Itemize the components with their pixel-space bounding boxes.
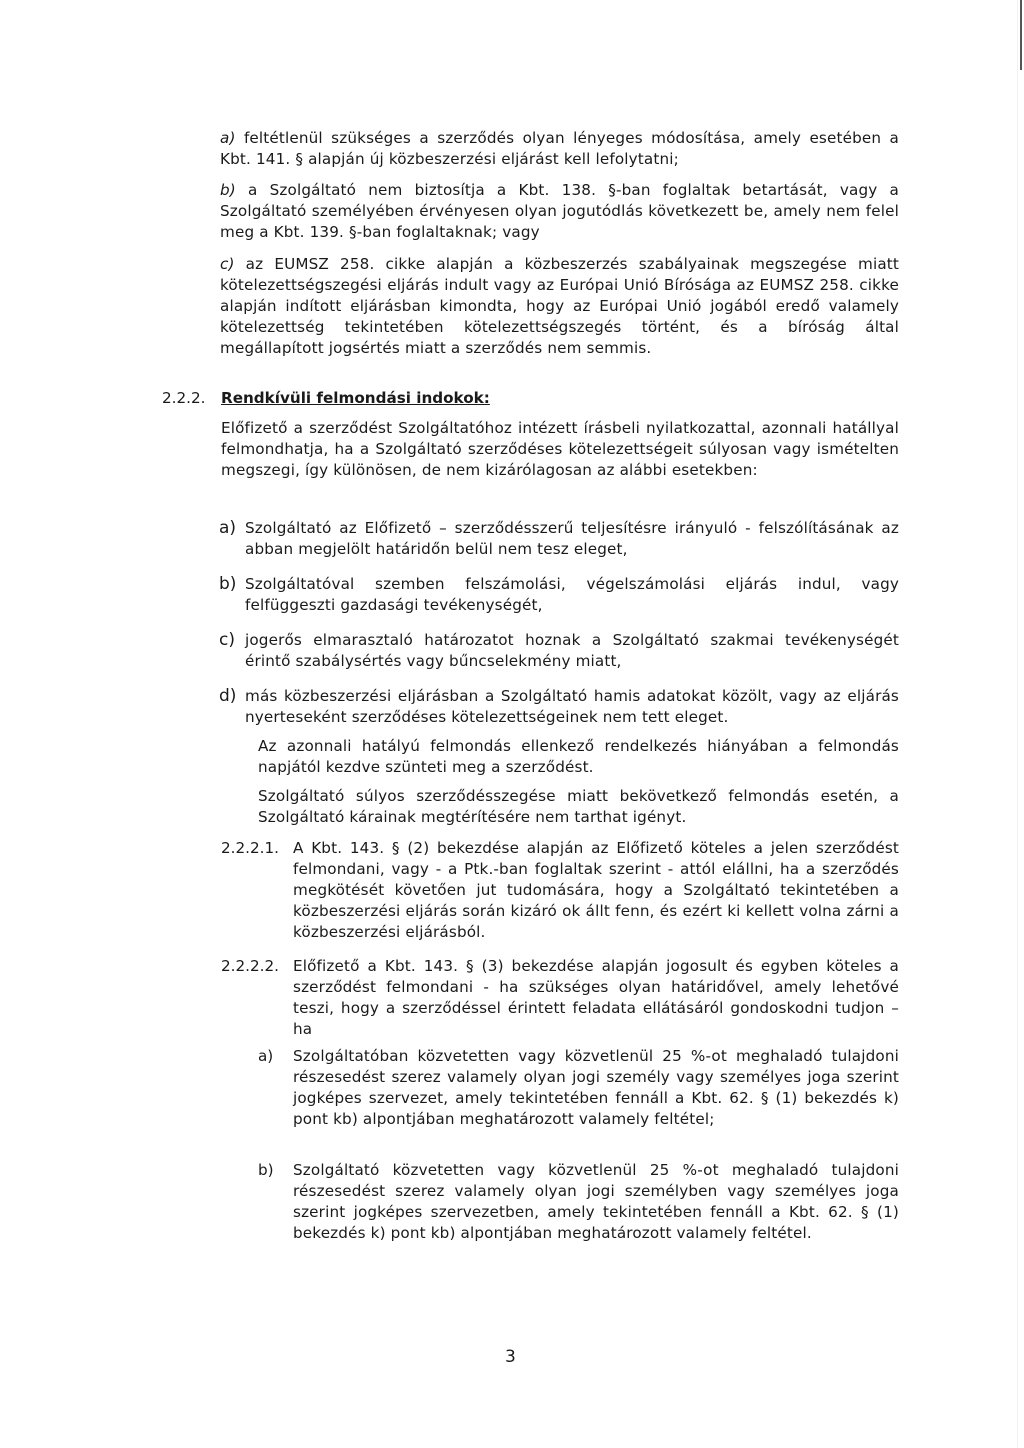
section-title: Rendkívüli felmondási indokok: — [221, 389, 490, 407]
subsection-2-item-a-text: Szolgáltatóban közvetetten vagy közvetlenül 25 %-ot meghaladó tulajdoni részesedést szerez valamely olyan jogi személy vagy személyes joga szerint jogképes szervezet, amely tekintetében fennáll a Kbt. 62. § (1) bekezdés k) pont kb) alpontjában meghatározott valamely feltétel; — [293, 1047, 899, 1128]
case-c-text: jogerős elmarasztaló határozatot hoznak a Szolgáltató szakmai tevékenységét érintő szabálysértés vagy bűncselekmény miatt, — [245, 631, 899, 670]
scan-edge-mark — [1020, 0, 1022, 70]
case-b-text: Szolgáltatóval szemben felszámolási, végelszámolási eljárás indul, vagy felfüggeszti gazdasági tevékenységét, — [245, 575, 899, 614]
subsection-2-item-b-label: b) — [258, 1161, 274, 1179]
subsection-2-text: Előfizető a Kbt. 143. § (3) bekezdése alapján jogosult és egyben köteles a szerződést felmondani - ha szükséges olyan határidővel, amely lehetővé teszi, hogy a szerződéssel érintett feladata ellátásáról gondoskodni tudjon – ha — [293, 957, 899, 1038]
subsection-1-text: A Kbt. 143. § (2) bekezdése alapján az Előfizető köteles a jelen szerződést felmondani, vagy - a Ptk.-ban foglaltak szerint - attól elállni, ha a szerződés megkötését követően jut tudomására, hogy a Szolgáltató tekintetében a közbeszerzési eljárás során kizáró ok állt fenn, és ezért ki kellett volna zárni a közbeszerzési eljárásból. — [293, 839, 899, 941]
paragraph-a-label: a) — [220, 129, 236, 147]
case-a-text: Szolgáltató az Előfizető – szerződésszerű teljesítésre irányuló - felszólításának az abban megjelölt határidőn belül nem tesz eleget, — [245, 519, 899, 558]
paragraph-b-label: b) — [220, 181, 236, 199]
paragraph-b — [220, 180, 899, 243]
section-number: 2.2.2. — [162, 389, 206, 407]
paragraph-a — [220, 128, 899, 170]
case-c-label: c) — [219, 630, 235, 650]
case-b-label: b) — [219, 574, 237, 594]
intro-paragraph: Előfizető a szerződést Szolgáltatóhoz intézett írásbeli nyilatkozattal, azonnali hatállyal felmondhatja, ha a Szolgáltató szerződéses kötelezettségeit súlyosan vagy ismételten megszegi, így különösen, de nem kizárólagosan az alábbi esetekben: — [221, 419, 899, 479]
scan-edge-shadow — [1017, 0, 1018, 1448]
page-number: 3 — [505, 1347, 516, 1367]
case-d-text: más közbeszerzési eljárásban a Szolgáltató hamis adatokat közölt, vagy az eljárás nyerteseként szerződéses kötelezettségeinek nem tett eleget. — [245, 687, 899, 726]
subsection-1-number: 2.2.2.1. — [221, 839, 279, 857]
subsection-2-item-b-text: Szolgáltató közvetetten vagy közvetlenül 25 %-ot meghaladó tulajdoni részesedést szerez valamely olyan jogi személyben vagy személyes joga szerint jogképes szervezetben, amely tekintetében fennáll a Kbt. 62. § (1) bekezdés k) pont kb) alpontjában meghatározott valamely feltétel. — [293, 1161, 899, 1242]
paragraph-a-text: feltétlenül szükséges a szerződés olyan lényeges módosítása, amely esetében a Kbt. 141. § alapján új közbeszerzési eljárást kell lefolytatni; — [220, 129, 899, 168]
paragraph-c — [220, 254, 899, 359]
paragraph-c-label: c) — [220, 255, 235, 273]
note-immediate-termination: Az azonnali hatályú felmondás ellenkező rendelkezés hiányában a felmondás napjától kezdve szünteti meg a szerződést. — [258, 737, 899, 776]
note-serious-breach: Szolgáltató súlyos szerződésszegése miatt bekövetkező felmondás esetén, a Szolgáltató kárainak megtérítésére nem tarthat igényt. — [258, 787, 899, 826]
paragraph-c-text: az EUMSZ 258. cikke alapján a közbeszerzés szabályainak megszegése miatt kötelezettségszegési eljárás indult vagy az Európai Unió Bírósága az EUMSZ 258. cikke alapján indított eljárásban kimondta, hogy az Európai Unió jogából eredő valamely kötelezettség tekintetében kötelezettségszegés történt, és a bíróság által megállapított jogsértés miatt a szerződés nem semmis. — [220, 255, 899, 357]
case-a-label: a) — [219, 518, 237, 538]
subsection-2-item-a-label: a) — [258, 1047, 274, 1065]
subsection-2-number: 2.2.2.2. — [221, 957, 279, 975]
case-d-label: d) — [219, 686, 237, 706]
paragraph-b-text: a Szolgáltató nem biztosítja a Kbt. 138. §-ban foglaltak betartását, vagy a Szolgáltató személyében érvényesen olyan jogutódlás következett be, amely nem felel meg a Kbt. 139. §-ban foglaltaknak; vagy — [220, 181, 899, 241]
